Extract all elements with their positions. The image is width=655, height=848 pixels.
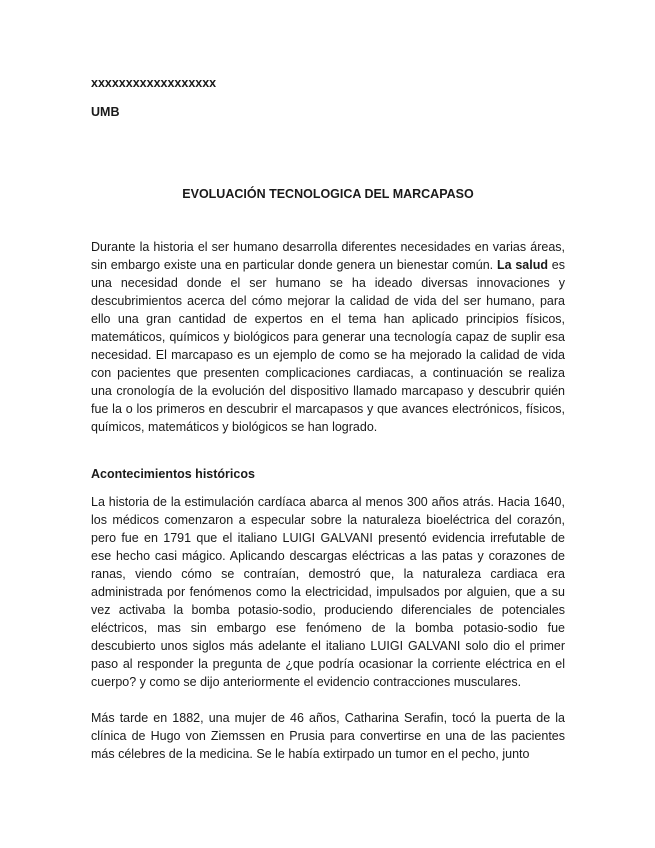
institution-name: UMB: [91, 105, 120, 119]
author-name: xxxxxxxxxxxxxxxxxx: [91, 76, 217, 90]
document-title: EVOLUACIÓN TECNOLOGICA DEL MARCAPASO: [182, 187, 474, 201]
intro-paragraph: [91, 238, 565, 436]
history-paragraph-1: La historia de la estimulación cardíaca abarca al menos 300 años atrás. Hacia 1640, los médicos comenzaron a especular sobre la naturaleza bioeléctrica del corazón, pero fue en 1791 que el italiano LUIGI GALVANI presentó evidencia irrefutable de ese hecho casi mágico. Aplicando descargas eléctricas a las patas y corazones de ranas, viendo cómo se contraían, demostró que, la naturaleza cardiaca era administrada por fenómenos como la electricidad, impulsados por alguien, que a su vez activaba la bomba potasio-sodio, produciendo diferenciales de potenciales eléctricos, mas sin embargo ese fenómeno de la bomba potasio-sodio fue descubierto unos siglos más adelante el italiano LUIGI GALVANI solo dio el primer paso al responder la pregunta de ¿que podría ocasionar la corriente eléctrica en el cuerpo? y como se dijo anteriormente el evidencio contracciones musculares.: [91, 495, 565, 689]
intro-bold-term: La salud: [496, 258, 548, 272]
history-paragraph-2: Más tarde en 1882, una mujer de 46 años, Catharina Serafin, tocó la puerta de la clínica de Hugo von Ziemssen en Prusia para convertirse en una de las pacientes más célebres de la medicina. Se le había extirpado un tumor en el pecho, junto: [91, 711, 565, 761]
intro-text-end: es una necesidad donde el ser humano se ha ideado diversas innovaciones y descubrimientos acerca del cómo mejorar la calidad de vida del ser humano, para ello una gran cantidad de expertos en el tema han aplicado principios físicos, matemáticos, químicos y biológicos para generar una tecnología capaz de suplir esa necesidad. El marcapaso es un ejemplo de como se ha mejorado la calidad de vida con pacientes que presenten complicaciones cardiacas, a continuación se realiza una cronología de la evolución del dispositivo llamado marcapaso y descubrir quién fue la o los primeros en descubrir el marcapasos y que avances electrónicos, físicos, químicos, matemáticos y biológicos se han logrado.: [91, 258, 565, 434]
section-heading: Acontecimientos históricos: [91, 467, 255, 481]
intro-text-start: Durante la historia el ser humano desarrolla diferentes necesidades en varias áreas, sin embargo existe una en particular donde genera un bienestar común.: [91, 240, 565, 272]
